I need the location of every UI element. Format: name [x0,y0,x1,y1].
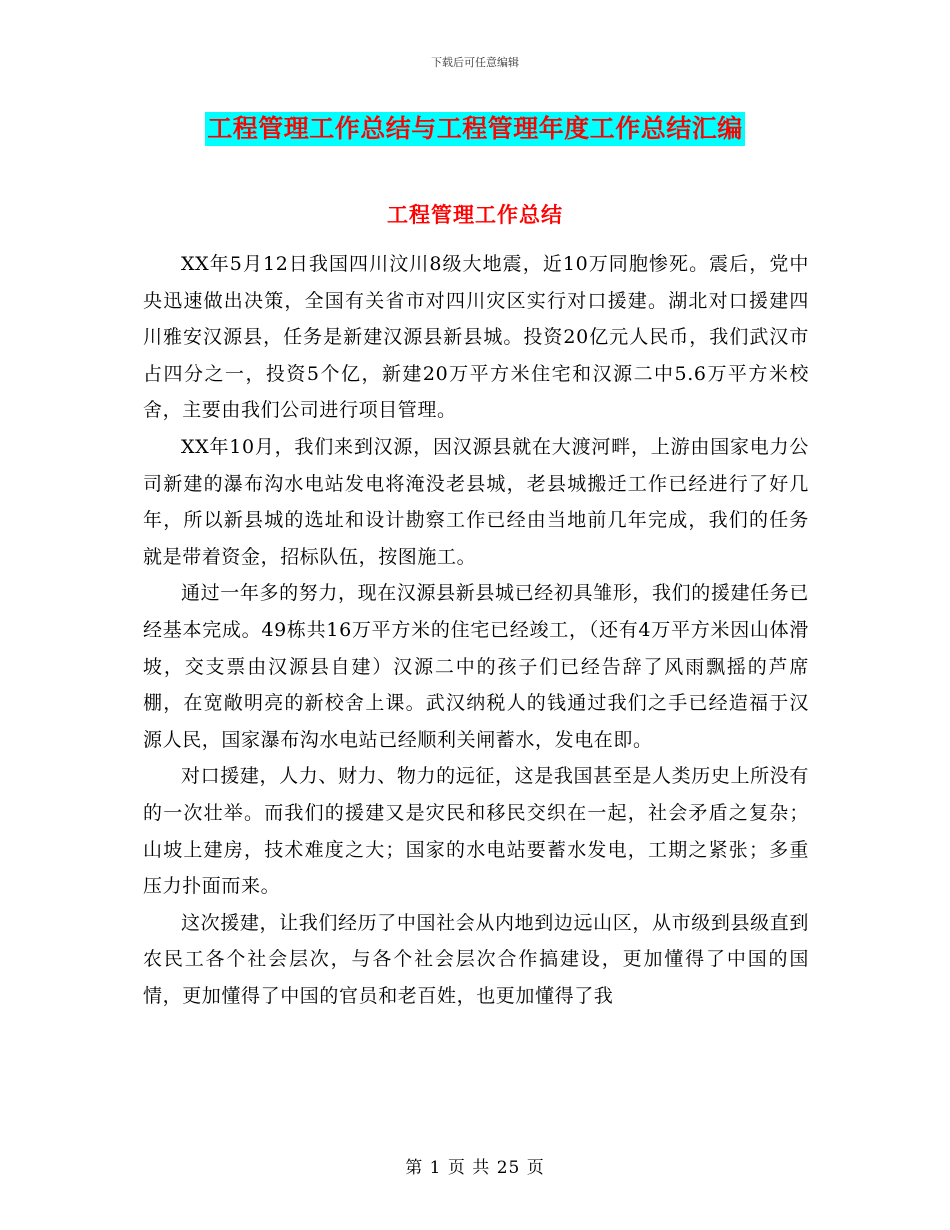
main-title: 工程管理工作总结与工程管理年度工作总结汇编 [205,112,745,146]
header-note: 下载后可任意编辑 [431,56,519,69]
page-footer: 第 1 页 共 25 页 [405,1158,545,1178]
body-text [143,246,809,1014]
paragraph-3: 通过一年多的努力，现在汉源县新县城已经初具雏形，我们的援建任务已经基本完成。49栋共16万平方米的住宅已经竣工，（还有4万平方米因山体滑坡，交支票由汉源县自建）汉源二中的孩子们已经告辞了风雨飘摇的芦席棚，在宽敞明亮的新校舍上课。武汉纳税人的钱通过我们之手已经造福于汉源人民，国家瀑布沟水电站已经顺利关闸蓄水，发电在即。 [143,582,809,751]
paragraph-5: 这次援建，让我们经历了中国社会从内地到边远山区，从市级到县级直到农民工各个社会层次，与各个社会层次合作搞建设，更加懂得了中国的国情，更加懂得了中国的官员和老百姓，也更加懂得了我 [143,911,809,1007]
paragraph-2: XX年10月，我们来到汉源，因汉源县就在大渡河畔，上游由国家电力公司新建的瀑布沟水电站发电将淹没老县城，老县城搬迁工作已经进行了好几年，所以新县城的选址和设计勘察工作已经由当地前几年完成，我们的任务就是带着资金，招标队伍，按图施工。 [143,435,809,568]
paragraph-4: 对口援建，人力、财力、物力的远征，这是我国甚至是人类历史上所没有的一次壮举。而我们的援建又是灾民和移民交织在一起，社会矛盾之复杂；山坡上建房，技术难度之大；国家的水电站要蓄水发电，工期之紧张；多重压力扑面而来。 [143,765,809,898]
section-title: 工程管理工作总结 [387,203,563,227]
main-title-container [0,112,950,146]
paragraph-1: XX年5月12日我国四川汶川8级大地震，近10万同胞惨死。震后，党中央迅速做出决策，全国有关省市对四川灾区实行对口援建。湖北对口援建四川雅安汉源县，任务是新建汉源县新县城。投资20亿元人民币，我们武汉市占四分之一，投资5个亿，新建20万平方米住宅和汉源二中5.6万平方米校舍，主要由我们公司进行项目管理。 [143,253,809,422]
